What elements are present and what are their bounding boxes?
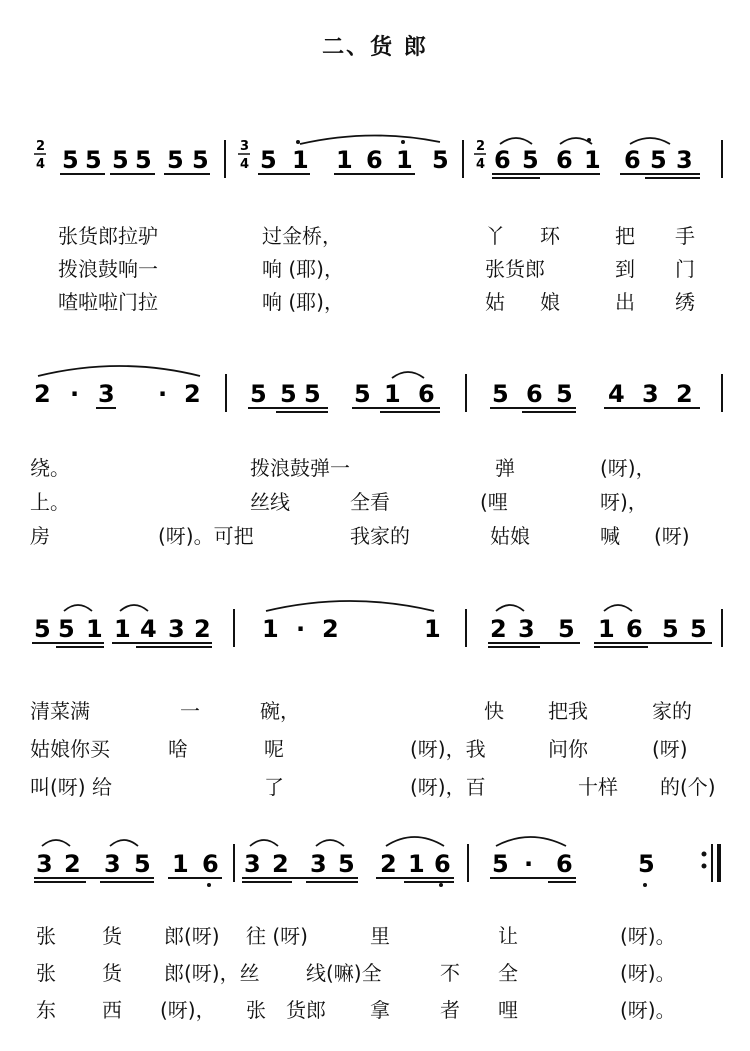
lyric-text: 里 — [370, 924, 390, 948]
lyric-text: 张货郎 — [485, 257, 545, 281]
note: 5 — [280, 380, 297, 408]
lyric-text: 者 — [440, 998, 460, 1022]
lyric-text: 一 — [180, 699, 200, 723]
note: 5 — [638, 850, 655, 878]
note: 3 — [676, 146, 693, 174]
lyric-text: (呀)，我 — [410, 737, 486, 761]
lyric-text: 哩 — [498, 998, 518, 1022]
lyric-text: 张货郎拉驴 — [58, 224, 158, 248]
notation-line-1 — [0, 130, 750, 190]
lyric-text: 门 — [675, 257, 695, 281]
lyric-text: 拿 — [370, 998, 390, 1022]
lyric-line — [0, 452, 750, 482]
lyric-text: 把我 — [548, 699, 588, 723]
note: 5 — [432, 146, 449, 174]
note: 2 — [64, 850, 81, 878]
note: 3 — [642, 380, 659, 408]
note: 6 — [202, 850, 219, 878]
note: 1 — [172, 850, 189, 878]
note: 5 — [492, 380, 509, 408]
lyric-text: (呀)。 — [620, 998, 676, 1022]
note: 1 — [262, 615, 279, 643]
note: 5 — [167, 146, 184, 174]
lyric-text: 绣 — [675, 290, 695, 314]
lyric-text: 叫(呀) 给 — [30, 775, 112, 799]
note: 2 — [184, 380, 201, 408]
note: 5 — [192, 146, 209, 174]
note: · — [524, 850, 534, 878]
lyric-text: 全看 — [350, 490, 390, 514]
note: 1 — [336, 146, 353, 174]
time-signature: 4 — [36, 157, 46, 172]
lyric-text: 姑 — [485, 290, 505, 314]
note: 5 — [304, 380, 321, 408]
note: 1 — [384, 380, 401, 408]
note: 5 — [135, 146, 152, 174]
note: 2 — [322, 615, 339, 643]
lyric-text: 响 (耶)， — [262, 290, 344, 314]
time-signature: 2 — [476, 139, 486, 154]
lyric-text: 问你 — [548, 737, 588, 761]
lyric-text: 不 — [440, 961, 460, 985]
note: 6 — [434, 850, 451, 878]
note: 1 — [598, 615, 615, 643]
lyric-text: 的(个) — [660, 775, 716, 799]
lyric-text: (呀)， — [600, 456, 656, 480]
lyric-text: 姑娘 — [490, 524, 530, 548]
notation-line-3 — [0, 595, 750, 655]
note: 6 — [556, 850, 573, 878]
note: 4 — [140, 615, 157, 643]
lyric-text: 十样 — [578, 775, 618, 799]
note: 1 — [424, 615, 441, 643]
lyric-text: 西 — [102, 998, 122, 1022]
notation-line-2 — [0, 360, 750, 420]
notation-svg-3 — [0, 595, 750, 655]
note: 5 — [260, 146, 277, 174]
lyric-line — [0, 695, 750, 725]
note: 5 — [650, 146, 667, 174]
lyric-text: 出 — [615, 290, 635, 314]
note: 5 — [338, 850, 355, 878]
lyric-text: 环 — [540, 224, 560, 248]
lyric-line — [0, 994, 750, 1024]
note: 1 — [408, 850, 425, 878]
note: 6 — [418, 380, 435, 408]
lyric-text: (呀)。 — [620, 924, 676, 948]
lyric-text: 我家的 — [350, 524, 410, 548]
note: 5 — [58, 615, 75, 643]
lyric-text: 郎(呀) — [164, 924, 220, 948]
note: 5 — [492, 850, 509, 878]
lyric-text: 呀)， — [600, 490, 648, 514]
lyric-text: (呀)， — [160, 998, 216, 1022]
note: 6 — [526, 380, 543, 408]
time-signature: 2 — [36, 139, 46, 154]
lyric-text: 了 — [264, 775, 284, 799]
notation-line-4 — [0, 830, 750, 890]
note: 5 — [556, 380, 573, 408]
note: 2 — [676, 380, 693, 408]
note: 5 — [354, 380, 371, 408]
lyric-text: 东 — [36, 998, 56, 1022]
note: 3 — [104, 850, 121, 878]
lyric-text: 喊 — [600, 524, 620, 548]
lyric-text: 让 — [498, 924, 518, 948]
note: 5 — [34, 615, 51, 643]
lyric-line — [0, 771, 750, 801]
note: 1 — [292, 146, 309, 174]
lyric-text: 房 — [30, 524, 50, 548]
lyric-text: 货郎 — [286, 998, 326, 1022]
lyric-text: 过金桥， — [262, 224, 342, 248]
lyric-text: 弹 — [495, 456, 515, 480]
lyric-text: 啥 — [168, 737, 188, 761]
lyric-line — [0, 286, 750, 316]
note: 3 — [36, 850, 53, 878]
lyric-line — [0, 520, 750, 550]
lyric-text: 货 — [102, 924, 122, 948]
note: 6 — [626, 615, 643, 643]
time-signature: 4 — [476, 157, 486, 172]
note: 5 — [112, 146, 129, 174]
lyric-text: 碗， — [260, 699, 300, 723]
lyric-line — [0, 486, 750, 516]
note: · — [158, 380, 168, 408]
note: 5 — [690, 615, 707, 643]
lyric-text: 拨浪鼓响一 — [58, 257, 158, 281]
lyric-text: 张 — [246, 998, 266, 1022]
lyric-text: 喳啦啦门拉 — [58, 290, 158, 314]
notation-svg-4 — [0, 830, 750, 890]
note: 3 — [310, 850, 327, 878]
note: 6 — [366, 146, 383, 174]
notation-svg-1 — [0, 130, 750, 190]
lyric-text: 娘 — [540, 290, 560, 314]
note: 2 — [272, 850, 289, 878]
lyric-text: (哩 — [480, 490, 508, 514]
time-signature: 4 — [240, 157, 250, 172]
lyric-text: 呢 — [264, 737, 284, 761]
note: 2 — [380, 850, 397, 878]
note: 5 — [134, 850, 151, 878]
lyric-text: 清菜满 — [30, 699, 90, 723]
lyric-text: 线(嘛)全 — [306, 961, 382, 985]
note: · — [70, 380, 80, 408]
lyric-text: 全 — [498, 961, 518, 985]
lyric-text: 姑娘你买 — [30, 737, 110, 761]
note: 5 — [662, 615, 679, 643]
lyric-text: 响 (耶)， — [262, 257, 344, 281]
note: 6 — [556, 146, 573, 174]
note: 4 — [608, 380, 625, 408]
lyric-text: 上。 — [30, 490, 70, 514]
lyric-line — [0, 920, 750, 950]
lyric-text: 家的 — [652, 699, 692, 723]
note: 1 — [396, 146, 413, 174]
time-signature: 3 — [240, 139, 250, 154]
note: 6 — [494, 146, 511, 174]
lyric-text: 丝线 — [250, 490, 290, 514]
lyric-text: (呀) — [652, 737, 688, 761]
notation-svg-2 — [0, 360, 750, 420]
note: 1 — [86, 615, 103, 643]
lyric-text: 绕。 — [30, 456, 70, 480]
note: 3 — [168, 615, 185, 643]
lyric-text: (呀)，百 — [410, 775, 486, 799]
note: 5 — [522, 146, 539, 174]
note: 2 — [34, 380, 51, 408]
lyric-line — [0, 733, 750, 763]
note: 5 — [558, 615, 575, 643]
lyric-text: 把 — [615, 224, 635, 248]
lyric-text: 手 — [675, 224, 695, 248]
lyric-text: 郎(呀)，丝 — [164, 961, 260, 985]
song-title: 二、货 郎 — [322, 35, 428, 60]
lyric-text: 到 — [615, 257, 635, 281]
note: 3 — [98, 380, 115, 408]
note: 1 — [584, 146, 601, 174]
lyric-text: (呀)。 — [620, 961, 676, 985]
note: 5 — [85, 146, 102, 174]
lyric-line — [0, 220, 750, 250]
lyric-text: 货 — [102, 961, 122, 985]
note: 3 — [244, 850, 261, 878]
lyric-text: 张 — [36, 961, 56, 985]
note: 5 — [250, 380, 267, 408]
note: 2 — [194, 615, 211, 643]
note: 2 — [490, 615, 507, 643]
note: · — [296, 615, 306, 643]
lyric-text: 丫 — [485, 224, 505, 248]
note: 1 — [114, 615, 131, 643]
lyric-text: 张 — [36, 924, 56, 948]
lyric-text: (呀)。可把 — [158, 524, 254, 548]
lyric-line — [0, 957, 750, 987]
note: 6 — [624, 146, 641, 174]
lyric-text: 拨浪鼓弹一 — [250, 456, 350, 480]
note: 5 — [62, 146, 79, 174]
lyric-text: 快 — [484, 699, 504, 723]
note: 3 — [518, 615, 535, 643]
lyric-text: 往 (呀) — [246, 924, 308, 948]
lyric-line — [0, 253, 750, 283]
lyric-text: (呀) — [654, 524, 690, 548]
